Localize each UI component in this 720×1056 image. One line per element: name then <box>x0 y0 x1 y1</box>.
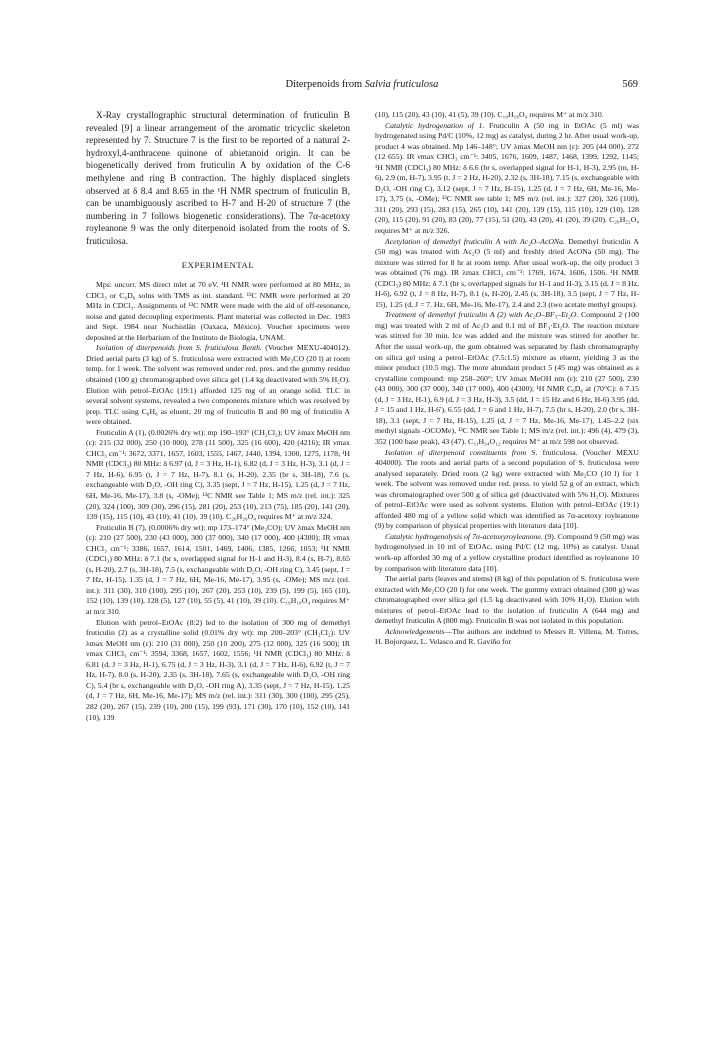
paragraph-acknowledgements <box>375 627 639 648</box>
paragraph-hydrogenolysis <box>375 532 639 574</box>
paragraph-lead: Acknowledgements <box>385 626 445 636</box>
paragraph-acetylation <box>375 237 639 311</box>
paragraph-text: Fruticulin B (7), (0.0006% dry wt): mp 173–174° (Me₂CO); UV λmax MeOH nm (ε): 210 (27 500), 230 (43 000), 300 (37 000), 340 (17 000), 400 (4300); IR νmax CHCl₃ cm⁻¹: 3386, 1657, 1614, 1501, 1469, 1406, 1385, 1266, 1053; ¹H NMR (CDCl₃) 80 MHz: δ 7.1 (br s, overlapped signal for H-1 and H-3), 8.4 (s, H-7), 8.65 (s, H-20), 2.7 (s, 3H-18), 7.5 (s, exchangeable with D₂O, -OH ring C), 3.45 (sept, J = 7 Hz, H-15), 1.35 (d, J = 7 Hz, 6H, Me-16, Me-17), 3.95 (s, -OMe); MS m/z (rel. int.): 311 (30), 310 (100), 295 (10), 267 (20), 253 (10), 239 (5), 199 (5), 165 (10), 152 (10), 139 (10), 128 (5), 127 (10), 55 (5), 41 (10), 39 (10). C₁₉H₁₈O₄ requires M⁺ at m/z 310. <box>86 522 350 617</box>
paragraph-demethyl-fruticulin <box>86 618 350 723</box>
paragraph-text: S. fruticulosa. (Voucher MEXU 404000). The roots and aerial parts of a second population of S. fruticulosa were analysed separately. Dried roots (2 kg) were extracted with Me₂CO (10 l) for 1 week. The solvent was removed under red. press. to yield 52 g of an extract, which was chromatographed over 500 g of silica gel (deactivated with 5% H₂O). Mixtures of petrol–EtOAc were used as solvent systems. Elution with petrol–EtOAc (19:1) afforded 480 mg of a yellow solid which was identified as 7α-acetoxy royleanone (9) by comparison of physical properties with literature data [10]. <box>375 447 639 531</box>
paragraph-bf3-treatment <box>375 310 639 447</box>
page-number: 569 <box>622 79 638 90</box>
paragraph-text: Mps: uncorr. MS direct inlet at 70 eV. ¹H NMR were performed at 80 MHz, in CDCl₃ or C₆D₆ solns with TMS as int. standard. ¹³C NMR were performed at 20 MHz in CDCl₃. Assignments of ¹³C NMR were made with the aid of off-resonance, noise and gated decoupling experiments. Plant material was collected in Dec. 1983 and Sept. 1984 near Nochistlán (Oaxaca, México). Voucher specimens were deposited at the Herbarium of the Instituto de Biología, UNAM. <box>86 280 350 342</box>
paragraph-text: Demethyl fruticulin A (50 mg) was treated with Ac₂O (5 ml) and freshly dried AcONa (50 mg). The mixture was stirred for 8 hr at room temp. After usual work-up, the oily product 3 was obtained (76 mg). IR λmax CHCl₃ cm⁻¹: 1769, 1674, 1606, 1506. ¹H NMR (CDCl₃) 80 MHz: δ 7.1 (br s, overlapped signals for H-1 and H-3), 3.15 (d, J = 8 Hz, H-6), 6.92 (t, J = 8 Hz, H-7), 8.1 (s, H-20), 2.45 (s, 3H-18), 3.5 (sept, J = 7 Hz, H-15), 1.25 (d, J = 7. Hz, 6H, Me-16, Me-17), 2.4 and 2.3 (two acetate methyl groups). <box>375 236 639 309</box>
paragraph-text: (10), 115 (20), 43 (10), 41 (5), 39 (10). C₁₉H₁₈O₄ requires M⁺ at m/z 310. <box>375 110 604 119</box>
paragraph-text: Compound 2 (100 mg) was treated with 2 ml of Ac₂O and 0.1 ml of BF₃·Et₂O. The reaction mixture was stirred for 30 min. Ice was added and the mixture was stirred for another hr. After the usual work-up, the gum obtained was separated by flash chromatography on silica gel using a petrol–EtOAc (7.5:1.5) mixture as eluent, yielding 3 as the minor product (10.5 mg). The more abundant product 5 (45 mg) was obtained as a crystalline compound: mp 258–260°; UV λmax MeOH nm (ε): 210 (27 500), 230 (43 000), 300 (37 000), 340 (17 000), 400 (4300); ¹H NMR C₆D₆ at (70°C): δ 7.15 (d, J = 3 Hz, H-1), 6.9 (d, J = 3 Hz, H-3), 3.5 (dd, J = 15 Hz and 6 Hz, H-6) 3.95 (dd, J = 15 and 1 Hz, H-6'), 6.55 (dd, J = 6 and 1 Hz, H-7), 7.5 (br s, H-20), 2.0 (br s, 3H-18), 3.1 (sept, J = 7 Hz, H-15), 1.25 (d, J = 7 Hz, Me-16, Me-17), 1.45–2.2 (six methyl signals -OCOMe), ¹³C NMR see Table 1; MS m/z (rel. int.): 496 (4), 479 (3), 352 (100 base peak), 43 (47). C₃₁H₃₄O₁₂ requires M⁺ at m/z 598 not observed. <box>375 310 640 446</box>
paragraph-text: (9). Compound 9 (50 mg) was hydrogenolysed in 10 ml of EtOAc, using Pd/C (12 mg, 10%) as catalyst. Usual work-up afforded 30 mg of a yellow crystalline product identified as royleanone 10 by comparison with literature data [10]. <box>375 531 639 573</box>
paragraph-second-population <box>375 448 639 532</box>
paragraph-fruticulin-a <box>86 428 350 523</box>
paragraph-text: (Voucher MEXU-404012). Dried aerial parts (3 kg) of S. fruticulosa were extracted with Me₂CO (20 l) at room temp. for 1 week. The solvent was removed under red. pres. and the gummy residue obtained (100 g) chromatographed over silica gel (1.4 kg deactivated with 5% H₂O). Elution with petrol–EtOAc (19:1) afforded 125 mg of an orange solid. TLC in several solvent systems, revealed a two components mixture which was resolved by prep. TLC using C₆H₆ as eluent, 20 mg of fruticulin B and 80 mg of fruticulin A were obtained. <box>86 343 350 427</box>
section-heading-experimental: EXPERIMENTAL <box>181 259 255 270</box>
paragraph-text: —The authors are indebted to Messrs R. Villena, M. Torres, H. Bojorquez, L. Velasco and R. Gaviño for <box>375 626 639 647</box>
paragraph-aerial-parts <box>375 574 639 627</box>
paragraph-text: The aerial parts (leaves and stems) (8 kg) of this population of S. fruticulosa were extracted with Me₂CO (20 l) for one week. The gummy extract obtained (300 g) was chromatographed over silica gel (1.5 kg deactivated with 10% H₂O). Elution with mixtures of petrol–EtOAc lead to the isolation of fruticulin A (644 mg) and demethyl fruticulin A (800 mg). Fruticulin B was not isolated in this population. <box>375 574 639 626</box>
paragraph-lead: Isolation of diterpenoid constituents from <box>385 447 527 457</box>
paragraph-text: Elution with petrol–EtOAc (8:2) led to the isolation of 300 mg of demethyl fruticulin (2) as a crystalline solid (0.01% dry wt): mp 200–203° (CH₂Cl₂): UV λmax MeOH nm (ε): 210 (31 000), 250 (10 200), 275 (12 000), 325 (16 500); IR νmax CHCl₃ cm⁻¹: 3594, 3368, 1657, 1602, 1556; ¹H NMR (CDCl₃) 80 MHz: δ 6.81 (d, J = 3 Hz, H-1), 6.75 (d, J = 3 Hz, H-3), 3.1 (d, J = 7 Hz, H-6), 6.92 (t, J = 7 Hz, H-7), 8.0 (s, H-20), 2.35 (s, 3H-18), 7.65 (s, exchangeable with D₂O, -OH ring C), 5.4 (br s, exchangeable with D₂O, -OH ring A), 3.35 (sept, J = 7 Hz, H-15), 1.25 (d, J = 7 Hz, 6H, Me-16, Me-17); MS m/z (rel. int.): 311 (30), 300 (100), 295 (25), 282 (20), 267 (15), 239 (10), 200 (15), 199 (93), 171 (30), 170 (10), 152 (10), 141 (10), 139 <box>86 617 350 722</box>
paragraph-fruticulin-b <box>86 523 350 618</box>
paragraph-lead: Treatment of demethyl fruticulin A (2) with Ac₂O–BF₃–Et₂O. <box>385 310 579 320</box>
paragraph-text: Fruticulin A (1), (0.0026% dry wt): mp 190–193° (CH₂Cl₂); UV λmax MeOH nm (ε): 215 (32 000), 250 (10 000), 278 (11 500), 325 (16 600), 420 (4216); IR νmax CHCl₃ cm⁻¹: 3672, 3371, 1657, 1603, 1555, 1467, 1440, 1394, 1300, 1275, 1178; ¹H NMR (CDCl₃) 80 MHz: δ 6.97 (d, J = 3 Hz, H-1), 6.82 (d, J = 3 Hz, H-3), 3.1 (d, J = 7 Hz, H-6), 6.95 (t, J = 7 Hz, H-7), 8.1 (s, H-20), 2.35 (br s, 3H-18), 7.6 (s, exchangeable with D₂O, -OH ring C), 3.35 (sept, J = 7 Hz, H-15), 1.25 (d, J = 7 Hz, 6H, Me-16, Me-17), 3.8 (s, -OMe); ¹³C NMR see Table 1; MS m/z (rel. int.): 325 (20), 324 (100), 309 (30), 296 (15), 281 (20), 253 (10), 213 (75), 185 (20), 141 (20), 139 (15), 115 (10), 43 (10); 41 (10), 39 (10). C₂₀H₂₀O₄ requires M⁺ at m/z 324. <box>86 427 350 522</box>
paragraph-methods <box>86 280 350 343</box>
paragraph-lead: Catalytic hydrogenation of 1. <box>385 120 485 130</box>
paragraph-lead: Acetylation of demethyl fruticulin A with Ac₂O–AcONa. <box>385 236 565 246</box>
paragraph-text: Fruticulin A (50 mg in EtOAc (5 ml) was hydrogenated using Pd/C (10%, 12 mg) as catalyst, during 2 hr. After usual work-up, product 4 was obtained. Mp 146–148°; UV λmax MeOH nm (ε): 205 (44 000), 272 (12 655). IR νmax CHCl₃ cm⁻¹: 3405, 1676, 1609, 1487, 1468, 1399, 1292, 1145; ¹H NMR (CDCl₃) 80 MHz: δ 6.6 (br s, overlapped signal for H-1, H-3), 2.95 (m, H-6), 2.9 (m, H-7), 3.95 (t, J = 2 Hz, H-20), 2.32 (s, 3H-18), 7.15 (s, exchangeable with D₂O, -OH ring C), 3.12 (sept, J = 7 Hz, H-15), 1.25 (d, J = 7 Hz, 6H, Me-16, Me-17), 3.75 (s, -OMe); ¹³C NMR see table 1; MS m/z (rel. int.): 327 (20), 326 (100), 311 (20), 293 (15), 283 (15), 265 (10), 141 (20), 139 (15), 115 (10), 129 (10), 128 (20), 115 (20), 91 (20), 83 (20), 77 (15), 51 (20), 43 (20), 41 (20), 39 (20). C₂₀H₂₂O₄ requires M⁺ at m/z 326. <box>375 120 639 236</box>
right-column <box>375 110 639 648</box>
running-title-species: Salvia fruticulosa <box>364 79 439 90</box>
paragraph-lead: Isolation of diterpenoids from S. fruticulosa Benth. <box>96 343 262 353</box>
running-title-prefix: Diterpenoids from <box>285 79 365 90</box>
paragraph-isolation <box>86 343 350 427</box>
paragraph-continuation <box>375 110 639 121</box>
left-column <box>86 110 350 723</box>
intro-paragraph: X-Ray crystallographic structural determination of fruticulin B revealed [9] a linear arrangement of the aromatic tricyclic skeleton represented by 7. Structure 7 is the first to be reported of a natural 2-hydroxyl,4-anthracene quinone of abietanoid origin. It can be biogenetically derived from fruticulin A by oxidation of the C-6 methylene and ring B contraction. The highly displaced singlets observed at δ 8.4 and 8.65 in the ¹H NMR spectrum of fruticulin B, can be unambiguously ascribed to H-7 and H-20 of structure 7 (the numbering in 7 follows biogenetic considerations). The 7α-acetoxy royleanone 9 was the only diterpenoid isolated from the roots of S. fruticulosa. <box>86 111 350 247</box>
running-title <box>86 78 638 92</box>
paragraph-hydrogenation <box>375 121 639 237</box>
paragraph-lead: Catalytic hydrogenolysis of 7α-acetoxyroyleanone. <box>385 531 543 541</box>
page-header <box>86 78 638 92</box>
